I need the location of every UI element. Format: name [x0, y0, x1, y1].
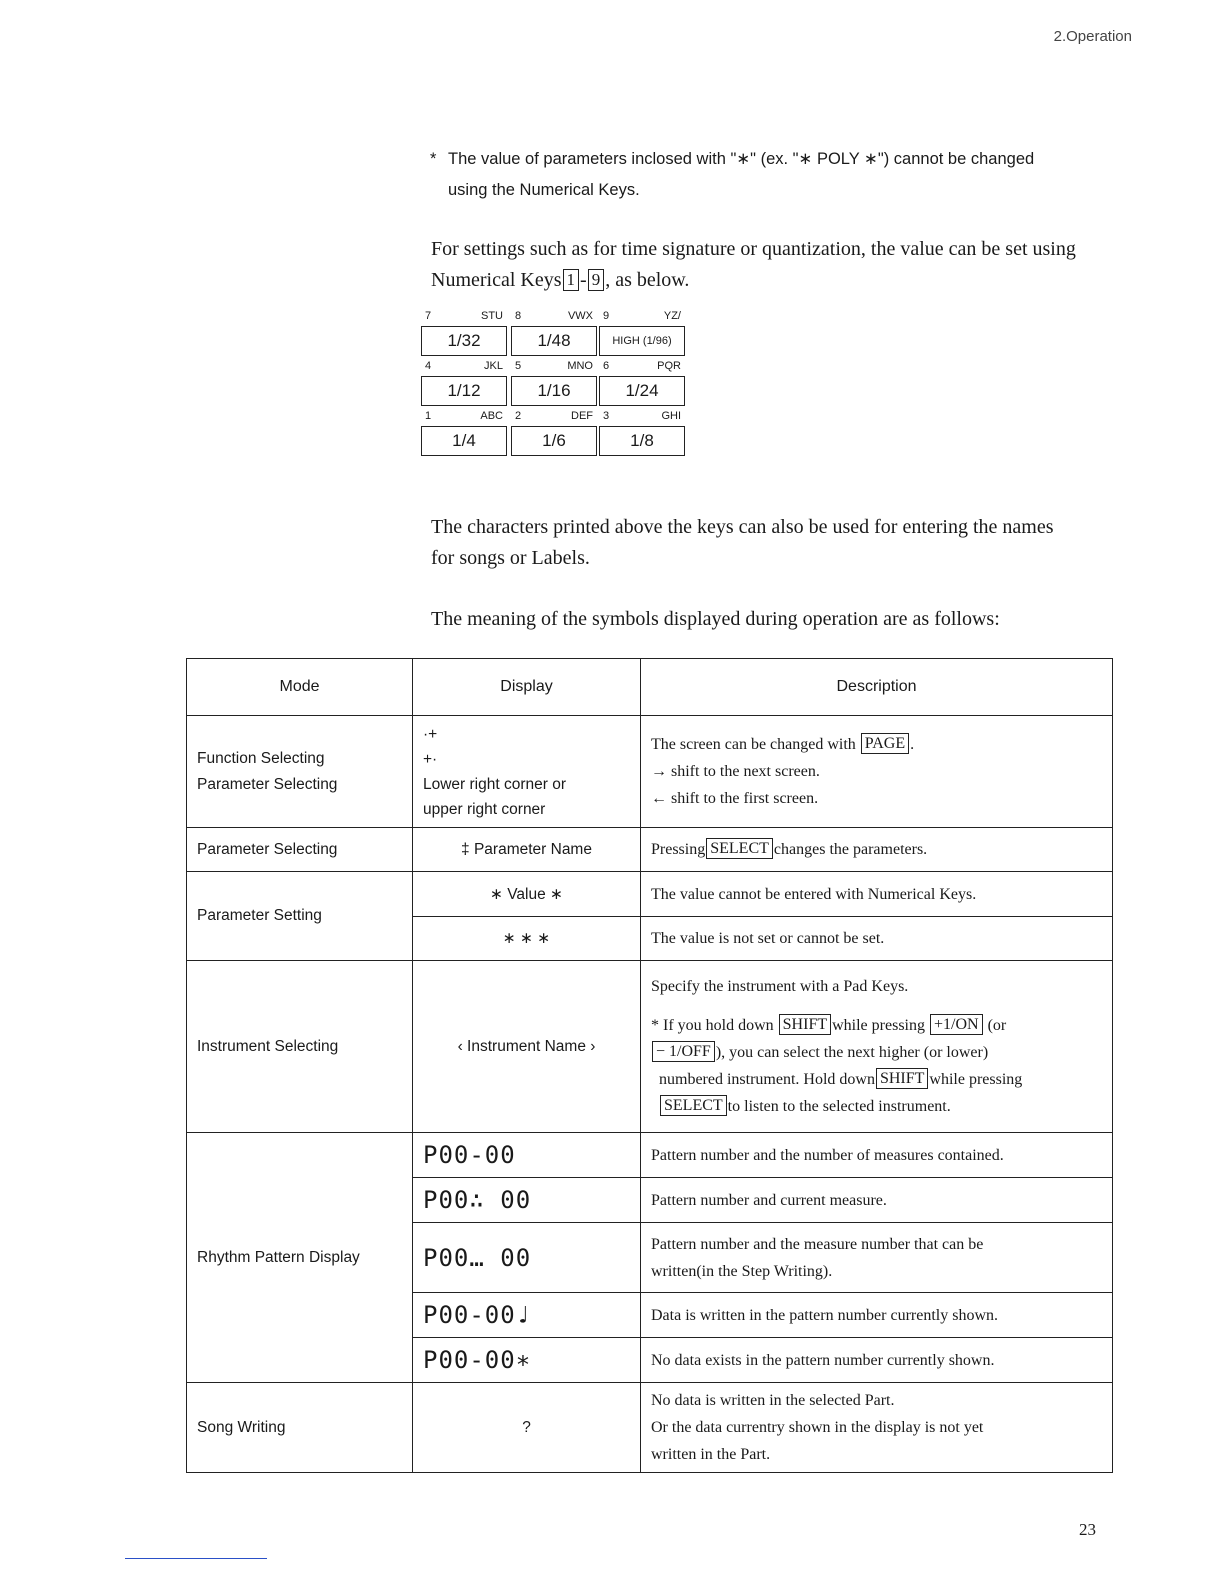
- keypad-row: [421, 360, 687, 410]
- description-cell: [641, 1383, 1113, 1473]
- description-cell: Pattern number and the number of measures contained.: [641, 1133, 1113, 1178]
- key-value: 1/12: [421, 376, 507, 406]
- desc-text: Pattern number and the measure number that can be: [651, 1235, 984, 1253]
- description-cell: Data is written in the pattern number currently shown.: [641, 1293, 1113, 1338]
- description-cell: The value is not set or cannot be set.: [641, 917, 1113, 961]
- display-cell: ‹ Instrument Name ›: [413, 961, 641, 1133]
- para1-line-1: For settings such as for time signature or quantization, the value can be set using: [431, 238, 1076, 260]
- key-letters: GHI: [661, 410, 681, 422]
- desc-text: while pressing: [832, 1017, 925, 1034]
- display-cell: [413, 716, 641, 828]
- mode-cell: Parameter Selecting: [187, 828, 413, 872]
- segment-display: P00∴ 00: [413, 1178, 641, 1223]
- mode-cell: Instrument Selecting: [187, 961, 413, 1133]
- description-cell: No data exists in the pattern number currently shown.: [641, 1338, 1113, 1383]
- keypad-row: [421, 410, 687, 460]
- select-key: SELECT: [706, 838, 773, 859]
- shift-key: SHIFT: [876, 1068, 928, 1089]
- desc-text: (or: [987, 1017, 1007, 1034]
- desc-text: No data is written in the selected Part.: [651, 1392, 895, 1409]
- note-line-1: The value of parameters inclosed with "∗" (ex. "∗ POLY ∗") cannot be changed: [448, 150, 1035, 168]
- table-row: [187, 1133, 1113, 1178]
- para1-text-b: Numerical Keys: [431, 269, 562, 291]
- table-row: [187, 872, 1113, 917]
- key-7: [421, 310, 507, 360]
- desc-text: changes the parameters.: [773, 841, 928, 858]
- display-text: Parameter Name: [473, 841, 592, 858]
- display-symbol: ·+: [423, 725, 438, 743]
- description-cell: [641, 828, 1113, 872]
- symbols-table: [186, 658, 1113, 1473]
- select-key: SELECT: [660, 1095, 727, 1116]
- display-cell: [413, 828, 641, 872]
- desc-text: ), you can select the next higher (or lower): [715, 1044, 989, 1061]
- description-cell: [641, 1223, 1113, 1293]
- desc-text: while pressing: [929, 1071, 1023, 1088]
- para2-line-1: The characters printed above the keys can also be used for entering the names: [431, 516, 1054, 538]
- desc-text: ← shift to the first screen.: [651, 790, 819, 807]
- key-number: 8: [515, 310, 522, 322]
- section-header: 2.Operation: [1053, 28, 1132, 45]
- symbols-intro: The meaning of the symbols displayed during operation are as follows:: [431, 608, 1000, 630]
- key-3: [599, 410, 685, 460]
- key-number: 9: [603, 310, 610, 322]
- key-1-label: 1: [563, 269, 580, 291]
- desc-text: written(in the Step Writing).: [651, 1262, 833, 1280]
- numerical-keypad: [421, 310, 687, 460]
- mode-cell: Parameter Setting: [187, 872, 413, 961]
- segment-display: P00… 00: [413, 1223, 641, 1293]
- para1-dash: -: [580, 269, 587, 291]
- key-number: 3: [603, 410, 610, 422]
- para2-line-2: for songs or Labels.: [431, 547, 590, 569]
- description-cell: [641, 961, 1113, 1133]
- desc-text: Pressing: [651, 841, 706, 858]
- key-2: [511, 410, 597, 460]
- segment-display: P00-00: [413, 1133, 641, 1178]
- note-line-2: using the Numerical Keys.: [448, 181, 640, 199]
- key-letters: VWX: [567, 310, 593, 322]
- description-cell: [641, 716, 1113, 828]
- display-text: Lower right corner or: [423, 775, 567, 793]
- key-value: 1/8: [599, 426, 685, 456]
- segment-display: P00-00♩: [413, 1293, 641, 1338]
- key-value: 1/6: [511, 426, 597, 456]
- key-letters: DEF: [571, 410, 593, 422]
- key-number: 2: [515, 410, 522, 422]
- header-description: Description: [641, 659, 1113, 716]
- key-value: 1/4: [421, 426, 507, 456]
- desc-star: *: [651, 1017, 659, 1034]
- key-6: [599, 360, 685, 410]
- para1-text-c: , as below.: [605, 269, 690, 291]
- key-letters: STU: [481, 310, 503, 322]
- minus-1-off-key: − 1/OFF: [652, 1041, 715, 1062]
- segment-display: P00-00∗: [413, 1338, 641, 1383]
- key-9-label: 9: [588, 269, 605, 291]
- key-number: 7: [425, 310, 432, 322]
- key-letters: PQR: [657, 360, 681, 372]
- key-9: [599, 310, 685, 360]
- display-symbol: +·: [423, 750, 438, 768]
- desc-text: Or the data currentry shown in the display is not yet: [651, 1419, 984, 1436]
- mode-cell: [187, 716, 413, 828]
- display-cell: ∗ Value ∗: [413, 872, 641, 917]
- plus-1-on-key: +1/ON: [930, 1014, 983, 1035]
- asterisk-note: [430, 144, 1140, 206]
- table-row: [187, 961, 1113, 1133]
- numerical-keys-paragraph: [431, 234, 1141, 296]
- table-row: [187, 716, 1113, 828]
- shift-key: SHIFT: [779, 1014, 831, 1035]
- double-dagger-icon: ‡: [461, 841, 470, 858]
- mode-cell: Rhythm Pattern Display: [187, 1133, 413, 1383]
- display-cell: ?: [413, 1383, 641, 1473]
- key-1: [421, 410, 507, 460]
- key-8: [511, 310, 597, 360]
- desc-text: written in the Part.: [651, 1446, 771, 1463]
- key-5: [511, 360, 597, 410]
- key-letters: ABC: [480, 410, 503, 422]
- note-star: *: [430, 150, 437, 168]
- key-value: 1/24: [599, 376, 685, 406]
- desc-text: to listen to the selected instrument.: [727, 1098, 951, 1115]
- header-mode: Mode: [187, 659, 413, 716]
- desc-text: If you hold down: [663, 1017, 774, 1034]
- key-value: 1/32: [421, 326, 507, 356]
- header-display: Display: [413, 659, 641, 716]
- key-value: 1/48: [511, 326, 597, 356]
- mode-text: Parameter Selecting: [197, 775, 338, 793]
- table-row: [187, 828, 1113, 872]
- key-4: [421, 360, 507, 410]
- key-number: 1: [425, 410, 432, 422]
- mode-cell: Song Writing: [187, 1383, 413, 1473]
- key-letters: YZ/: [663, 310, 681, 322]
- table-row: [187, 1383, 1113, 1473]
- page-key: PAGE: [861, 733, 909, 754]
- description-cell: Pattern number and current measure.: [641, 1178, 1113, 1223]
- key-number: 5: [515, 360, 522, 372]
- desc-text: Specify the instrument with a Pad Keys.: [651, 978, 909, 995]
- table-header-row: [187, 659, 1113, 716]
- desc-text: .: [910, 736, 915, 753]
- key-value: 1/16: [511, 376, 597, 406]
- footer-divider: [125, 1558, 267, 1559]
- key-number: 6: [603, 360, 610, 372]
- desc-text: → shift to the next screen.: [651, 763, 820, 780]
- display-text: upper right corner: [423, 800, 546, 818]
- desc-text: numbered instrument. Hold down: [659, 1071, 875, 1088]
- description-cell: The value cannot be entered with Numerical Keys.: [641, 872, 1113, 917]
- key-letters: JKL: [484, 360, 503, 372]
- display-cell: ∗ ∗ ∗: [413, 917, 641, 961]
- key-value: HIGH (1/96): [599, 326, 685, 356]
- key-letters: MNO: [567, 360, 593, 372]
- keypad-row: [421, 310, 687, 360]
- page-number: 23: [1079, 1520, 1096, 1539]
- characters-paragraph: [431, 512, 1141, 574]
- mode-text: Function Selecting: [197, 749, 325, 767]
- key-number: 4: [425, 360, 432, 372]
- desc-text: The screen can be changed with: [651, 736, 856, 753]
